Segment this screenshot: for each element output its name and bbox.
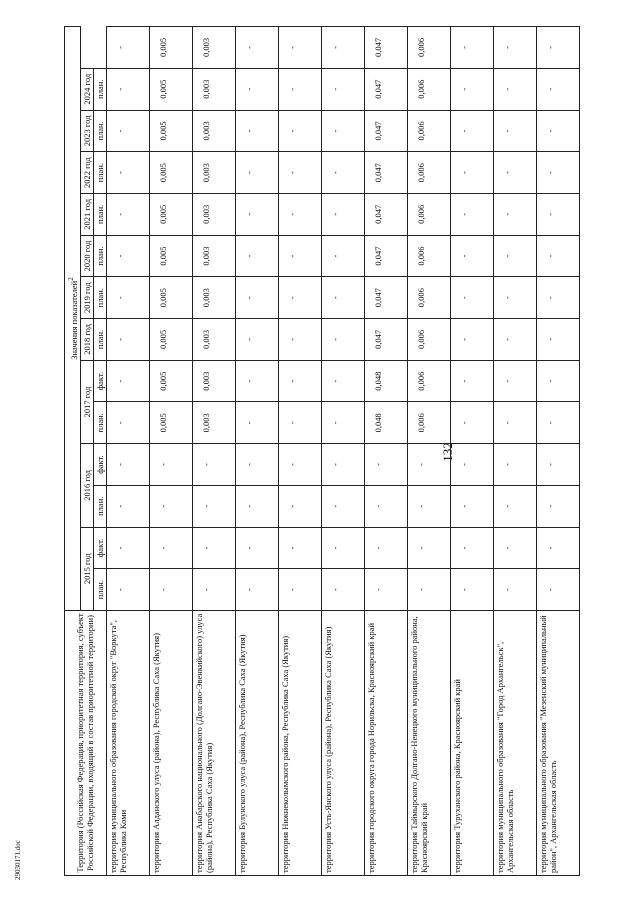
- value-cell: -: [106, 360, 149, 402]
- value-cell: -: [321, 152, 364, 194]
- table-row: [450, 27, 493, 876]
- values-header-label: Значения показателей: [68, 280, 79, 360]
- year-header: 2018 год: [80, 319, 93, 361]
- value-cell: -: [235, 152, 278, 194]
- value-cell: -: [106, 110, 149, 152]
- value-cell: -: [450, 27, 493, 69]
- value-cell: -: [536, 193, 579, 235]
- value-cell: -: [450, 402, 493, 444]
- value-cell: -: [321, 110, 364, 152]
- year-header: 2020 год: [80, 235, 93, 277]
- value-cell: -: [536, 277, 579, 319]
- value-cell: -: [450, 68, 493, 110]
- plan-header: план.: [93, 110, 106, 152]
- value-cell: -: [321, 444, 364, 486]
- value-cell: -: [106, 152, 149, 194]
- value-cell: -: [450, 319, 493, 361]
- value-cell: 0,003: [192, 68, 235, 110]
- value-cell: 0,047: [364, 193, 407, 235]
- value-cell: -: [106, 235, 149, 277]
- value-cell: 0,003: [192, 360, 235, 402]
- value-cell: 0,006: [407, 277, 450, 319]
- value-cell: 0,005: [149, 360, 192, 402]
- value-cell: -: [149, 527, 192, 569]
- value-cell: -: [364, 569, 407, 611]
- year-header: 2019 год: [80, 277, 93, 319]
- plan-header: план.: [93, 402, 106, 444]
- value-cell: -: [106, 527, 149, 569]
- value-cell: -: [407, 527, 450, 569]
- values-header-footnote: 2: [67, 277, 75, 281]
- table-row: [192, 27, 235, 876]
- values-header: [65, 27, 81, 611]
- value-cell: -: [493, 360, 536, 402]
- value-cell: 0,047: [364, 27, 407, 69]
- plan-header: план.: [93, 235, 106, 277]
- fact-header: факт.: [93, 527, 106, 569]
- value-cell: -: [536, 485, 579, 527]
- value-cell: 0,003: [192, 110, 235, 152]
- value-cell: -: [106, 193, 149, 235]
- value-cell: -: [235, 402, 278, 444]
- plan-header: план.: [93, 485, 106, 527]
- value-cell: -: [106, 277, 149, 319]
- value-cell: 0,006: [407, 235, 450, 277]
- value-cell: -: [493, 68, 536, 110]
- territory-name: территория Алданского улуса (района), Республика Саха (Якутия): [149, 611, 192, 876]
- value-cell: -: [235, 485, 278, 527]
- value-cell: -: [235, 569, 278, 611]
- value-cell: -: [493, 485, 536, 527]
- value-cell: -: [536, 527, 579, 569]
- table-row: [149, 27, 192, 876]
- value-cell: -: [407, 569, 450, 611]
- value-cell: -: [192, 485, 235, 527]
- value-cell: 0,006: [407, 193, 450, 235]
- value-cell: -: [106, 68, 149, 110]
- value-cell: -: [450, 193, 493, 235]
- value-cell: 0,003: [192, 152, 235, 194]
- value-cell: -: [493, 110, 536, 152]
- value-cell: 0,003: [192, 402, 235, 444]
- value-cell: -: [493, 152, 536, 194]
- value-cell: -: [536, 444, 579, 486]
- value-cell: -: [235, 110, 278, 152]
- value-cell: -: [278, 68, 321, 110]
- value-cell: -: [321, 68, 364, 110]
- value-cell: -: [278, 27, 321, 69]
- value-cell: 0,005: [149, 68, 192, 110]
- value-cell: -: [235, 527, 278, 569]
- value-cell: -: [364, 527, 407, 569]
- value-cell: -: [536, 569, 579, 611]
- value-cell: -: [235, 277, 278, 319]
- table-row: [536, 27, 579, 876]
- territory-name: территория муниципального образования городской округ "Воркута", Республика Коми: [106, 611, 149, 876]
- value-cell: -: [278, 235, 321, 277]
- territory-name: территория Усть-Янского улуса (района), Республика Саха (Якутия): [321, 611, 364, 876]
- value-cell: -: [536, 68, 579, 110]
- territory-name: территория Нижнеколымского района, Республика Саха (Якутия): [278, 611, 321, 876]
- value-cell: -: [450, 444, 493, 486]
- value-cell: -: [278, 527, 321, 569]
- table-row: [321, 27, 364, 876]
- value-cell: 0,048: [364, 402, 407, 444]
- value-cell: 0,005: [149, 110, 192, 152]
- value-cell: -: [536, 27, 579, 69]
- value-cell: -: [536, 360, 579, 402]
- value-cell: -: [493, 444, 536, 486]
- table-row: [278, 27, 321, 876]
- value-cell: -: [192, 527, 235, 569]
- value-cell: -: [149, 485, 192, 527]
- value-cell: -: [407, 444, 450, 486]
- value-cell: 0,005: [149, 402, 192, 444]
- value-cell: 0,047: [364, 277, 407, 319]
- value-cell: -: [321, 360, 364, 402]
- value-cell: -: [106, 402, 149, 444]
- value-cell: 0,006: [407, 152, 450, 194]
- territory-name: территория муниципального образования "Мезенский муниципальный район", Архангельская область: [536, 611, 579, 876]
- value-cell: -: [235, 360, 278, 402]
- territory-name: территория Туруханского района, Красноярский край: [450, 611, 493, 876]
- territory-name: территория муниципального образования "Город Архангельск", Архангельская область: [493, 611, 536, 876]
- value-cell: -: [493, 569, 536, 611]
- value-cell: 0,006: [407, 68, 450, 110]
- value-cell: -: [450, 235, 493, 277]
- value-cell: -: [149, 569, 192, 611]
- value-cell: -: [106, 569, 149, 611]
- table-row: [364, 27, 407, 876]
- value-cell: 0,006: [407, 402, 450, 444]
- value-cell: -: [321, 569, 364, 611]
- value-cell: -: [364, 485, 407, 527]
- value-cell: 0,005: [149, 193, 192, 235]
- plan-header: план.: [93, 569, 106, 611]
- value-cell: -: [450, 527, 493, 569]
- value-cell: -: [192, 444, 235, 486]
- value-cell: -: [278, 277, 321, 319]
- value-cell: -: [235, 319, 278, 361]
- value-cell: 0,047: [364, 319, 407, 361]
- rotated-table-wrapper: [64, 26, 605, 876]
- value-cell: -: [493, 193, 536, 235]
- value-cell: 0,006: [407, 110, 450, 152]
- territory-header: Территория (Российская Федерация, приоритетная территория, субъект Российской Федерации, входящий в состав приоритетной территории): [65, 611, 107, 876]
- value-cell: 0,048: [364, 360, 407, 402]
- plan-header: план.: [93, 319, 106, 361]
- value-cell: -: [450, 485, 493, 527]
- value-cell: -: [450, 277, 493, 319]
- table-row: [106, 27, 149, 876]
- value-cell: -: [493, 527, 536, 569]
- value-cell: -: [321, 193, 364, 235]
- table-body: [106, 27, 579, 876]
- header-row-1: [65, 27, 81, 876]
- value-cell: -: [450, 360, 493, 402]
- value-cell: -: [493, 402, 536, 444]
- year-header: 2017 год: [80, 360, 93, 443]
- value-cell: -: [321, 485, 364, 527]
- plan-header: план.: [93, 193, 106, 235]
- value-cell: -: [536, 319, 579, 361]
- value-cell: -: [536, 402, 579, 444]
- year-header: 2023 год: [80, 110, 93, 152]
- value-cell: 0,005: [149, 319, 192, 361]
- value-cell: -: [493, 277, 536, 319]
- table-row: [407, 27, 450, 876]
- year-header: 2021 год: [80, 193, 93, 235]
- year-header: 2024 год: [80, 68, 93, 110]
- value-cell: -: [407, 485, 450, 527]
- value-cell: -: [278, 569, 321, 611]
- value-cell: 0,047: [364, 110, 407, 152]
- value-cell: 0,003: [192, 27, 235, 69]
- value-cell: -: [321, 277, 364, 319]
- value-cell: -: [536, 152, 579, 194]
- fact-header: факт.: [93, 444, 106, 486]
- value-cell: -: [321, 402, 364, 444]
- value-cell: -: [278, 360, 321, 402]
- value-cell: -: [321, 235, 364, 277]
- value-cell: 0,047: [364, 235, 407, 277]
- value-cell: 0,003: [192, 277, 235, 319]
- value-cell: -: [106, 27, 149, 69]
- footer-code: 29030171.doc: [14, 840, 22, 880]
- value-cell: -: [278, 319, 321, 361]
- value-cell: -: [106, 319, 149, 361]
- value-cell: -: [235, 27, 278, 69]
- value-cell: 0,006: [407, 360, 450, 402]
- value-cell: -: [106, 485, 149, 527]
- table-row: [493, 27, 536, 876]
- value-cell: -: [235, 193, 278, 235]
- value-cell: -: [493, 235, 536, 277]
- value-cell: -: [278, 402, 321, 444]
- year-header: 2015 год: [80, 527, 93, 610]
- table-row: [235, 27, 278, 876]
- value-cell: -: [235, 235, 278, 277]
- plan-header: план.: [93, 68, 106, 110]
- value-cell: -: [364, 444, 407, 486]
- value-cell: -: [450, 110, 493, 152]
- value-cell: -: [536, 235, 579, 277]
- value-cell: -: [450, 569, 493, 611]
- territory-name: территория городского округа города Норильска, Красноярский край: [364, 611, 407, 876]
- plan-header: план.: [93, 277, 106, 319]
- value-cell: 0,003: [192, 235, 235, 277]
- value-cell: -: [450, 152, 493, 194]
- value-cell: 0,003: [192, 193, 235, 235]
- value-cell: -: [321, 527, 364, 569]
- value-cell: -: [192, 569, 235, 611]
- value-cell: -: [278, 110, 321, 152]
- value-cell: -: [106, 444, 149, 486]
- value-cell: -: [235, 444, 278, 486]
- year-header: 2016 год: [80, 444, 93, 527]
- indicator-table: [64, 26, 580, 876]
- value-cell: -: [278, 485, 321, 527]
- fact-header: факт.: [93, 360, 106, 402]
- value-cell: -: [278, 152, 321, 194]
- value-cell: -: [493, 27, 536, 69]
- value-cell: -: [149, 444, 192, 486]
- value-cell: -: [278, 444, 321, 486]
- value-cell: -: [321, 27, 364, 69]
- value-cell: 0,006: [407, 27, 450, 69]
- page-number: 132: [440, 442, 455, 462]
- value-cell: 0,003: [192, 319, 235, 361]
- value-cell: 0,047: [364, 68, 407, 110]
- value-cell: -: [235, 68, 278, 110]
- value-cell: -: [493, 319, 536, 361]
- value-cell: 0,005: [149, 27, 192, 69]
- territory-name: территория Таймырского Долгано-Ненецкого муниципального района, Красноярский край: [407, 611, 450, 876]
- territory-name: территория Булунского улуса (района), Республика Саха (Якутия): [235, 611, 278, 876]
- value-cell: 0,047: [364, 152, 407, 194]
- value-cell: 0,005: [149, 235, 192, 277]
- plan-header: план.: [93, 152, 106, 194]
- year-header: 2022 год: [80, 152, 93, 194]
- value-cell: 0,006: [407, 319, 450, 361]
- territory-name: территория Анабарского национального (Долгано-Эвенкийского) улуса (района), Республика Саха (Якутия): [192, 611, 235, 876]
- value-cell: 0,005: [149, 152, 192, 194]
- value-cell: 0,005: [149, 277, 192, 319]
- value-cell: -: [321, 319, 364, 361]
- value-cell: -: [536, 110, 579, 152]
- value-cell: -: [278, 193, 321, 235]
